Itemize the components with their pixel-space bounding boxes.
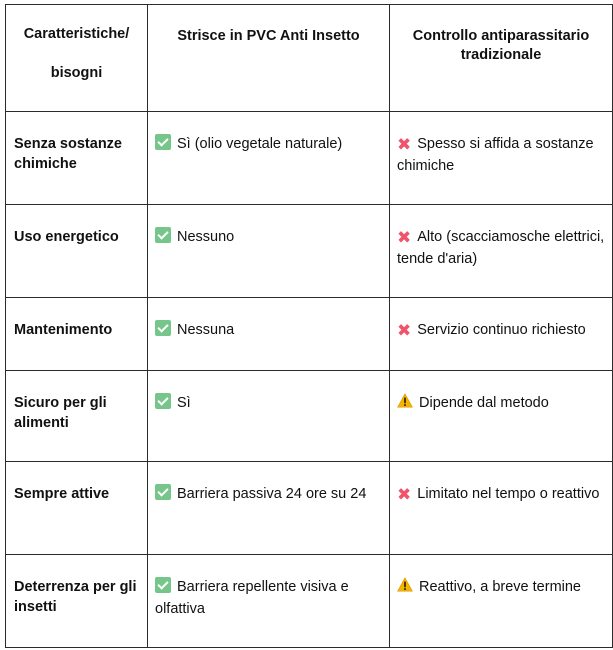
cross-icon: ✖ — [397, 135, 412, 154]
header-traditional: Controllo antiparassitario tradizionale — [390, 5, 613, 112]
feature-label: Mantenimento — [14, 322, 113, 338]
feature-cell — [6, 371, 148, 462]
table-row — [6, 462, 613, 555]
warning-icon — [397, 393, 413, 408]
table-row — [6, 112, 613, 205]
feature-cell — [6, 205, 148, 298]
pvc-value: Nessuna — [177, 322, 235, 338]
feature-label: Sicuro per gli alimenti — [14, 395, 107, 431]
traditional-cell — [390, 112, 613, 205]
pvc-cell — [148, 298, 390, 371]
table-header-row — [6, 5, 613, 112]
pvc-cell — [148, 462, 390, 555]
header-features — [6, 5, 148, 112]
table-row — [6, 205, 613, 298]
check-icon — [155, 484, 171, 500]
check-icon — [155, 227, 171, 243]
traditional-value: Alto (scacciamosche elettrici, tende d'aria) — [397, 229, 605, 267]
feature-cell — [6, 298, 148, 371]
traditional-cell — [390, 205, 613, 298]
cross-icon: ✖ — [397, 321, 412, 340]
traditional-cell — [390, 298, 613, 371]
pvc-value: Sì (olio vegetale naturale) — [177, 136, 343, 152]
warning-icon — [397, 577, 413, 592]
table-row — [6, 555, 613, 648]
header-features-line2: bisogni — [50, 65, 103, 81]
traditional-value: Reattivo, a breve termine — [419, 579, 581, 595]
pvc-value: Barriera passiva 24 ore su 24 — [177, 486, 367, 502]
header-features-line1: Caratteristiche/ — [23, 26, 130, 42]
table-row — [6, 298, 613, 371]
pvc-cell — [148, 555, 390, 648]
header-pvc: Strisce in PVC Anti Insetto — [148, 5, 390, 112]
traditional-value: Dipende dal metodo — [419, 395, 549, 411]
feature-label: Sempre attive — [14, 486, 110, 502]
cross-icon: ✖ — [397, 485, 412, 504]
feature-label: Senza sostanze chimiche — [14, 136, 122, 172]
check-icon — [155, 577, 171, 593]
traditional-value: Servizio continuo richiesto — [417, 322, 586, 338]
pvc-cell — [148, 371, 390, 462]
check-icon — [155, 134, 171, 150]
feature-label: Uso energetico — [14, 229, 119, 245]
traditional-cell — [390, 462, 613, 555]
pvc-value: Sì — [177, 395, 191, 411]
table-row — [6, 371, 613, 462]
feature-cell — [6, 555, 148, 648]
pvc-value: Barriera repellente visiva e olfattiva — [155, 579, 349, 617]
pvc-value: Nessuno — [177, 229, 235, 245]
pvc-cell — [148, 112, 390, 205]
traditional-value: Limitato nel tempo o reattivo — [417, 486, 600, 502]
cross-icon: ✖ — [397, 228, 412, 247]
feature-label: Deterrenza per gli insetti — [14, 579, 137, 615]
traditional-cell — [390, 555, 613, 648]
feature-cell — [6, 112, 148, 205]
check-icon — [155, 320, 171, 336]
traditional-cell — [390, 371, 613, 462]
comparison-table — [5, 4, 613, 648]
feature-cell — [6, 462, 148, 555]
pvc-cell — [148, 205, 390, 298]
check-icon — [155, 393, 171, 409]
traditional-value: Spesso si affida a sostanze chimiche — [397, 136, 594, 174]
